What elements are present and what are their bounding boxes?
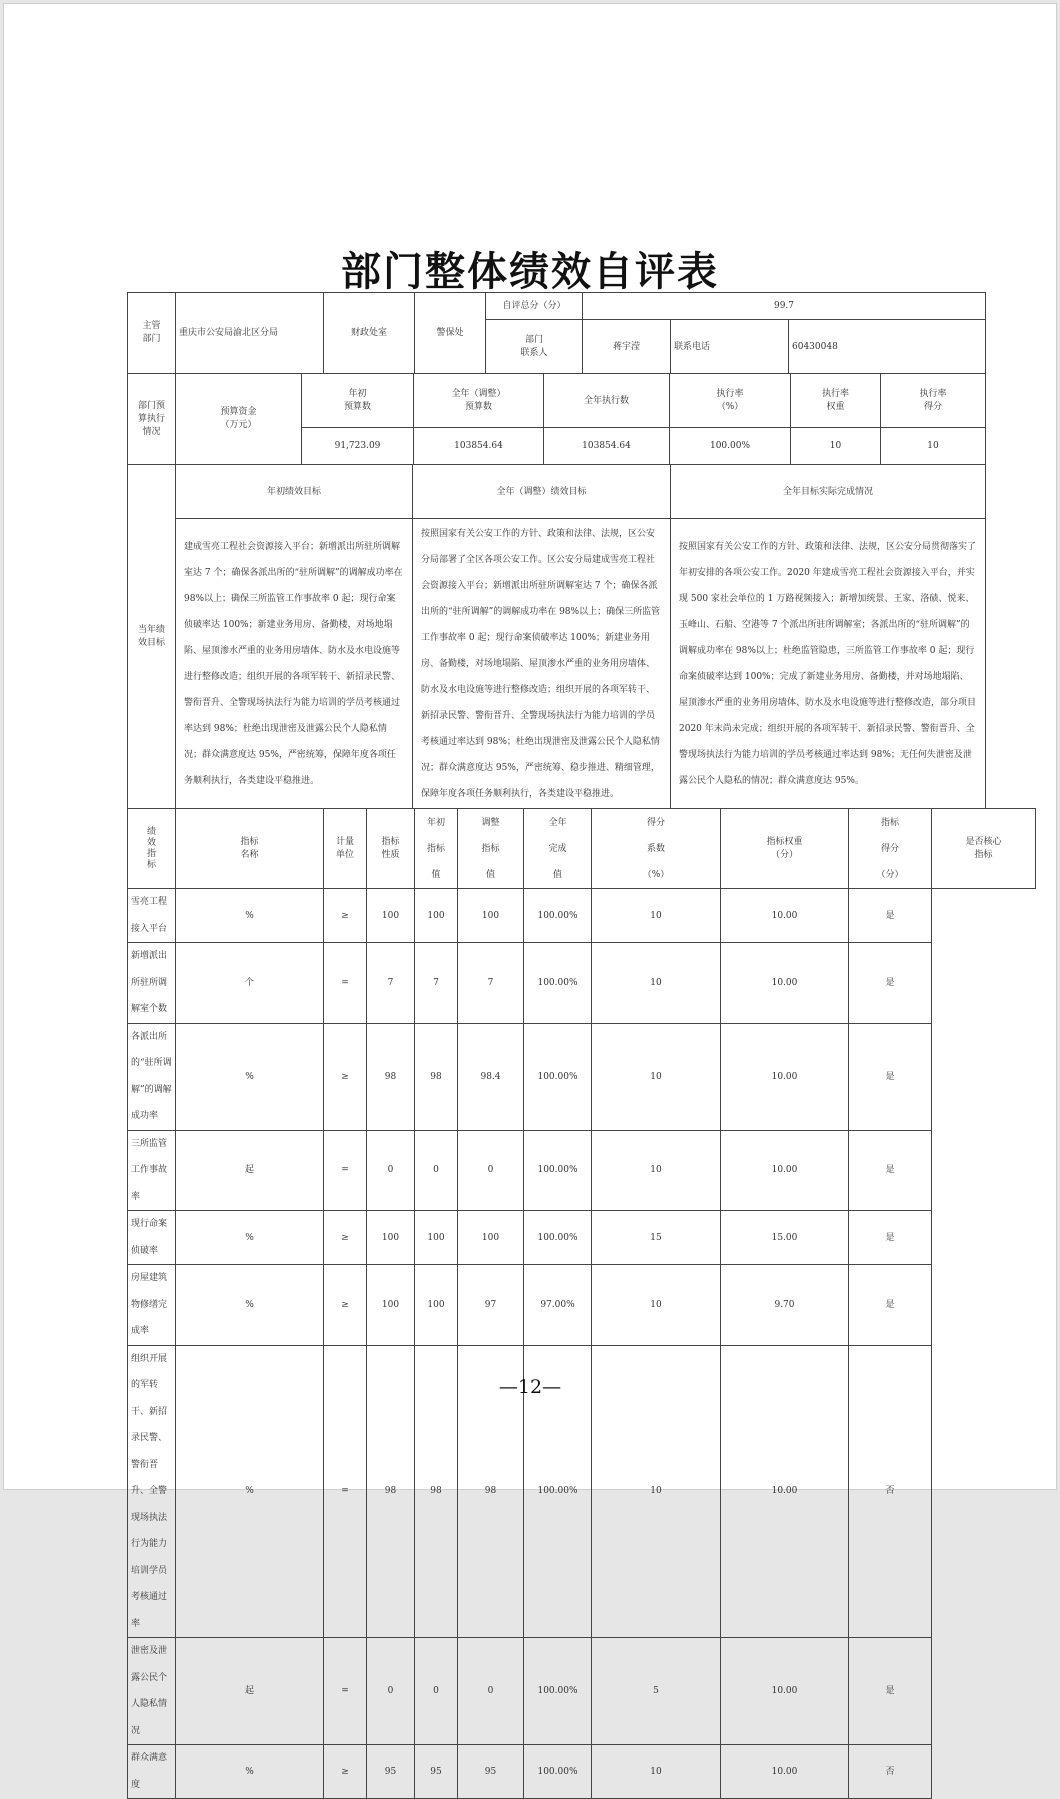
col-exec-weight: 执行率 权重: [791, 374, 881, 428]
indicator-nature-cell: =: [324, 1345, 367, 1638]
col-adjusted-value: 调整 指标 值: [458, 809, 524, 889]
indicator-weight-cell: 10: [592, 1265, 721, 1346]
col-indicator-weight: 指标权重 （分）: [721, 809, 849, 889]
page-title: 部门整体绩效自评表: [341, 248, 719, 295]
indicator-coef-cell: 100.00%: [524, 943, 592, 1024]
col-adjusted-goal: 全年（调整）绩效目标: [413, 465, 671, 519]
indicator-core-cell: 是: [849, 943, 932, 1024]
indicator-nature-cell: ≥: [324, 1211, 367, 1265]
exec-rate-value: 100.00%: [670, 428, 791, 465]
indicator-weight-cell: 10: [592, 1345, 721, 1638]
indicator-initial-cell: 0: [367, 1638, 415, 1745]
indicator-name-cell: 雪亮工程接入平台: [128, 889, 176, 943]
indicator-name-cell: 各派出所的“驻所调解”的调解成功率: [128, 1023, 176, 1130]
col-indicator-name: 指标 名称: [176, 809, 324, 889]
indicator-nature-cell: =: [324, 1638, 367, 1745]
dept-info-table: [127, 292, 986, 374]
indicator-initial-cell: 0: [367, 1130, 415, 1211]
indicator-coef-cell: 100.00%: [524, 1745, 592, 1799]
indicator-initial-cell: 98: [367, 1345, 415, 1638]
indicator-initial-cell: 100: [367, 1211, 415, 1265]
indicator-initial-cell: 98: [367, 1023, 415, 1130]
col-executed: 全年执行数: [544, 374, 670, 428]
indicator-adjusted-cell: 0: [415, 1130, 458, 1211]
dept-label: 主管 部门: [128, 293, 176, 374]
indicator-coef-cell: 100.00%: [524, 1345, 592, 1638]
indicator-unit-cell: %: [176, 1345, 324, 1638]
goals-table: [127, 464, 986, 809]
phone-label: 联系电话: [671, 320, 789, 374]
indicator-nature-cell: =: [324, 943, 367, 1024]
indicator-name-cell: 三所监管工作事故率: [128, 1130, 176, 1211]
indicator-core-cell: 是: [849, 1211, 932, 1265]
indicator-adjusted-cell: 7: [415, 943, 458, 1024]
self-score-value: 99.7: [583, 293, 986, 320]
col-initial-goal: 年初绩效目标: [176, 465, 413, 519]
indicator-core-cell: 是: [849, 1023, 932, 1130]
indicator-adjusted-cell: 100: [415, 1265, 458, 1346]
indicator-coef-cell: 100.00%: [524, 1130, 592, 1211]
indicator-score-cell: 10.00: [721, 1130, 849, 1211]
indicator-score-cell: 9.70: [721, 1265, 849, 1346]
indicator-score-cell: 10.00: [721, 943, 849, 1024]
self-score-label: 自评总分（分）: [486, 293, 583, 320]
col-exec-score: 执行率 得分: [881, 374, 986, 428]
indicator-actual-cell: 98: [458, 1345, 524, 1638]
funds-label: 预算资金 （万元）: [176, 374, 302, 465]
indicator-initial-cell: 7: [367, 943, 415, 1024]
indicator-weight-cell: 10: [592, 889, 721, 943]
indicator-core-cell: 否: [849, 1745, 932, 1799]
security-office: 警保处: [415, 293, 486, 374]
indicator-unit-cell: %: [176, 1745, 324, 1799]
indicator-core-cell: 否: [849, 1345, 932, 1638]
indicator-weight-cell: 10: [592, 1745, 721, 1799]
indicator-adjusted-cell: 98: [415, 1023, 458, 1130]
indicator-unit-cell: %: [176, 1211, 324, 1265]
indicator-score-cell: 10.00: [721, 889, 849, 943]
indicator-initial-cell: 100: [367, 889, 415, 943]
col-unit: 计量 单位: [324, 809, 367, 889]
budget-table: [127, 373, 986, 465]
indicator-name-cell: 泄密及泄露公民个人隐私情况: [128, 1638, 176, 1745]
indicator-row: [128, 1130, 1036, 1211]
indicator-weight-cell: 15: [592, 1211, 721, 1265]
indicator-actual-cell: 0: [458, 1130, 524, 1211]
col-adjusted-budget: 全年（调整） 预算数: [414, 374, 544, 428]
indicator-adjusted-cell: 100: [415, 1211, 458, 1265]
indicator-header-row: [128, 809, 1036, 889]
indicator-core-cell: 是: [849, 889, 932, 943]
indicator-unit-cell: 起: [176, 1638, 324, 1745]
indicator-name-cell: 现行命案侦破率: [128, 1211, 176, 1265]
indicator-actual-cell: 95: [458, 1745, 524, 1799]
finance-office: 财政处室: [324, 293, 415, 374]
indicator-row: [128, 943, 1036, 1024]
contact-name: 蒋宇滢: [583, 320, 671, 374]
indicator-initial-cell: 100: [367, 1265, 415, 1346]
col-indicator-score: 指标 得分 （分）: [849, 809, 932, 889]
indicator-unit-cell: 起: [176, 1130, 324, 1211]
indicator-score-cell: 10.00: [721, 1023, 849, 1130]
exec-weight-value: 10: [791, 428, 881, 465]
indicator-actual-cell: 7: [458, 943, 524, 1024]
adjusted-goal-text: 按照国家有关公安工作的方针、政策和法律、法规，区公安分局部署了全区各项公安工作。区公安分局建成雪亮工程社会资源接入平台；新增派出所驻所调解室达 7 个；确保各派出所的“驻所调解”的调解成功率在 98%以上；确保三所监管工作事故率 0 起；现行命案侦破率达 100%；新建业务用房、备勤楼，对场地塌陷、屋顶渗水严重的业务用房墙体、防水及水电设施等进行整修改造；组织开展的各项军转干、新招录民警、警衔晋升、全警现场执法行为能力培训的学员考核通过率达到 98%；杜绝出现泄密及泄露公民个人隐私情况；群众满意度达 95%，严密统筹、稳步推进、精细管理，保障年度各项任务顺利执行，各类建设平稳推进。: [413, 519, 671, 809]
indicator-unit-cell: %: [176, 1023, 324, 1130]
indicator-coef-cell: 100.00%: [524, 889, 592, 943]
indicator-weight-cell: 5: [592, 1638, 721, 1745]
indicator-core-cell: 是: [849, 1265, 932, 1346]
indicator-actual-cell: 100: [458, 889, 524, 943]
indicator-actual-cell: 100: [458, 1211, 524, 1265]
budget-row-label: 部门预 算执行 情况: [128, 374, 176, 465]
indicator-row: [128, 1638, 1036, 1745]
indicator-weight-cell: 10: [592, 1130, 721, 1211]
indicator-nature-cell: =: [324, 1130, 367, 1211]
indicator-actual-cell: 97: [458, 1265, 524, 1346]
indicator-nature-cell: ≥: [324, 1023, 367, 1130]
indicator-actual-cell: 0: [458, 1638, 524, 1745]
indicator-name-cell: 组织开展的军转干、新招录民警、警衔晋升、全警现场执法行为能力培训学员考核通过率: [128, 1345, 176, 1638]
indicator-initial-cell: 95: [367, 1745, 415, 1799]
exec-score-value: 10: [881, 428, 986, 465]
indicator-core-cell: 是: [849, 1638, 932, 1745]
dept-name: 重庆市公安局渝北区分局: [176, 293, 324, 374]
indicators-row-label: 绩 效 指 标: [128, 809, 176, 889]
actual-goal-text: 按照国家有关公安工作的方针、政策和法律、法规，区公安分局贯彻落实了年初安排的各项公安工作。2020 年建成雪亮工程社会资源接入平台，并实现 500 家社会单位的 1 万路视频接入；新增加统景、王家、洛碛、悦来、玉峰山、石船、空港等 7 个派出所驻所调解室；各派出所的“驻所调解”的调解成功率在 98%以上；杜绝监管隐患，三所监管工作事故率 0 起；现行命案侦破率达到 100%；完成了新建业务用房、备勤楼，并对场地塌陷、屋顶渗水严重的业务用房墙体、防水及水电设施等进行整修改造，部分项目 2020 年末尚未完成；组织开展的各项军转干、新招录民警、警衔晋升、全警现场执法行为能力培训的学员考核通过率达到 98%；无任何失泄密及泄露公民个人隐私的情况；群众满意度达 95%。: [671, 519, 986, 809]
indicator-weight-cell: 10: [592, 943, 721, 1024]
col-score-coef: 得分 系数 （%）: [592, 809, 721, 889]
indicator-coef-cell: 100.00%: [524, 1638, 592, 1745]
indicator-adjusted-cell: 98: [415, 1345, 458, 1638]
col-actual-value: 全年 完成 值: [524, 809, 592, 889]
indicator-coef-cell: 97.00%: [524, 1265, 592, 1346]
indicator-name-cell: 新增派出所驻所调解室个数: [128, 943, 176, 1024]
col-actual-goal: 全年目标实际完成情况: [671, 465, 986, 519]
indicator-row: [128, 1745, 1036, 1799]
indicator-unit-cell: 个: [176, 943, 324, 1024]
adjusted-budget-value: 103854.64: [414, 428, 544, 465]
col-nature: 指标 性质: [367, 809, 415, 889]
col-initial-budget: 年初 预算数: [302, 374, 414, 428]
indicator-nature-cell: ≥: [324, 1745, 367, 1799]
indicator-score-cell: 10.00: [721, 1745, 849, 1799]
indicator-name-cell: 房屋建筑物修缮完成率: [128, 1265, 176, 1346]
indicator-unit-cell: %: [176, 889, 324, 943]
indicator-core-cell: 是: [849, 1130, 932, 1211]
indicator-adjusted-cell: 95: [415, 1745, 458, 1799]
goals-row-label: 当年绩 效目标: [128, 465, 176, 809]
initial-goal-text: 建成雪亮工程社会资源接入平台；新增派出所驻所调解室达 7 个；确保各派出所的“驻所调解”的调解成功率在 98%以上；确保三所监管工作事故率 0 起；现行命案侦破率达 100%；新建业务用房、备勤楼，对场地塌陷、屋顶渗水严重的业务用房墙体、防水及水电设施等进行整修改造；组织开展的各项军转干、新招录民警、警衔晋升、全警现场执法行为能力培训的学员考核通过率达到 98%；杜绝出现泄密及泄露公民个人隐私情况；群众满意度达 95%，严密统筹，保障年度各项任务顺利执行，各类建设平稳推进。: [176, 519, 413, 809]
indicator-row: [128, 1265, 1036, 1346]
indicator-nature-cell: ≥: [324, 889, 367, 943]
indicator-name-cell: 群众满意度: [128, 1745, 176, 1799]
indicator-unit-cell: %: [176, 1265, 324, 1346]
indicator-row: [128, 889, 1036, 943]
indicator-nature-cell: ≥: [324, 1265, 367, 1346]
indicator-adjusted-cell: 0: [415, 1638, 458, 1745]
indicator-adjusted-cell: 100: [415, 889, 458, 943]
indicator-score-cell: 10.00: [721, 1638, 849, 1745]
indicator-row: [128, 1211, 1036, 1265]
indicator-weight-cell: 10: [592, 1023, 721, 1130]
page-number: —12—: [498, 1376, 562, 1398]
indicator-coef-cell: 100.00%: [524, 1023, 592, 1130]
executed-value: 103854.64: [544, 428, 670, 465]
indicator-row: [128, 1023, 1036, 1130]
col-exec-rate: 执行率 （%）: [670, 374, 791, 428]
indicator-coef-cell: 100.00%: [524, 1211, 592, 1265]
indicators-table: [127, 808, 1036, 1799]
indicator-actual-cell: 98.4: [458, 1023, 524, 1130]
initial-budget-value: 91,723.09: [302, 428, 414, 465]
col-is-core: 是否核心 指标: [932, 809, 1036, 889]
phone-value: 60430048: [789, 320, 986, 374]
indicator-score-cell: 15.00: [721, 1211, 849, 1265]
contact-label: 部门 联系人: [486, 320, 583, 374]
col-initial-value: 年初 指标 值: [415, 809, 458, 889]
indicator-score-cell: 10.00: [721, 1345, 849, 1638]
